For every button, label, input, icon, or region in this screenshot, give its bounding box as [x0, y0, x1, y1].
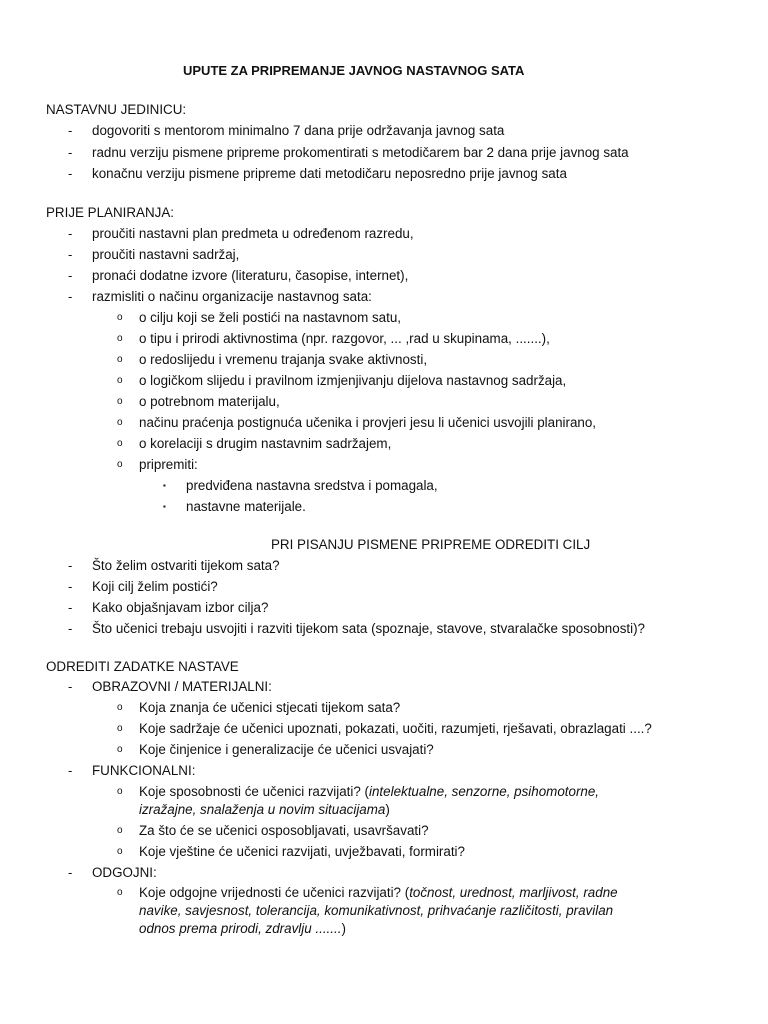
sub-list-item: o cilju koji se želi postići na nastavnom satu,	[139, 310, 401, 325]
sub-list-item: o tipu i prirodi aktivnostima (npr. razgovor, ... ,rad u skupinama, .......),	[139, 331, 550, 346]
list-item: Što učenici trebaju usvojiti i razviti tijekom sata (spoznaje, stavove, stvaralačke sposobnosti)?	[92, 621, 645, 636]
square-bullet: ▪	[163, 481, 166, 490]
list-item: Što želim ostvariti tijekom sata?	[92, 558, 280, 573]
circle-bullet: o	[117, 825, 123, 836]
item-text: Koje odgojne vrijednosti će učenici razvijati? (	[139, 885, 410, 900]
subsection-label-obrazovni: OBRAZOVNI / MATERIJALNI:	[92, 679, 272, 694]
sub-list-item: o potrebnom materijalu,	[139, 394, 280, 409]
item-italic-text: odnos prema prirodi, zdravlju .......	[139, 921, 342, 936]
list-item: dogovoriti s mentorom minimalno 7 dana prije održavanja javnog sata	[92, 123, 505, 138]
list-item: proučiti nastavni sadržaj,	[92, 247, 240, 262]
sub-list-item	[139, 784, 599, 800]
list-item: pronaći dodatne izvore (literaturu, časopise, internet),	[92, 268, 409, 283]
section-heading-nastavna-jedinica: NASTAVNU JEDINICU:	[46, 102, 187, 117]
sub-list-item: Koje vještine će učenici razvijati, uvježbavati, formirati?	[139, 844, 465, 859]
sub-list-item: o logičkom slijedu i pravilnom izmjenjivanju dijelova nastavnog sadržaja,	[139, 373, 567, 388]
sub-list-item: o redoslijedu i vremenu trajanja svake aktivnosti,	[139, 352, 428, 367]
sub-list-item: Za što će se učenici osposobljavati, usavršavati?	[139, 823, 429, 838]
dash-bullet: -	[68, 579, 73, 594]
circle-bullet: o	[117, 417, 123, 428]
dash-bullet: -	[68, 621, 73, 636]
list-item: proučiti nastavni plan predmeta u određenom razredu,	[92, 226, 414, 241]
dash-bullet: -	[68, 226, 73, 241]
dash-bullet: -	[68, 145, 73, 160]
circle-bullet: o	[117, 375, 123, 386]
list-item: konačnu verziju pismene pripreme dati metodičaru neposredno prije javnog sata	[92, 166, 567, 181]
dash-bullet: -	[68, 865, 73, 880]
sub-list-item: pripremiti:	[139, 457, 198, 472]
dash-bullet: -	[68, 268, 73, 283]
sub-list-item: Koje sadržaje će učenici upoznati, pokazati, uočiti, razumjeti, rješavati, obrazlagati ....?	[139, 721, 652, 736]
circle-bullet: o	[117, 438, 123, 449]
list-item: razmisliti o načinu organizacije nastavnog sata:	[92, 289, 372, 304]
section-heading-cilj: PRI PISANJU PISMENE PRIPREME ODREDITI CILJ	[271, 537, 591, 552]
sub-list-item-continuation	[139, 903, 613, 919]
list-item: Kako objašnjavam izbor cilja?	[92, 600, 269, 615]
sub-sub-list-item: nastavne materijale.	[186, 499, 306, 514]
item-text: Koje sposobnosti će učenici razvijati? (	[139, 784, 369, 799]
circle-bullet: o	[117, 887, 123, 898]
item-italic-text: navike, savjesnost, tolerancija, komunikativnost, prihvaćanje različitosti, pravilan	[139, 903, 614, 918]
circle-bullet: o	[117, 459, 123, 470]
circle-bullet: o	[117, 702, 123, 713]
section-heading-zadaci: ODREDITI ZADATKE NASTAVE	[46, 659, 239, 674]
section-heading-prije-planiranja: PRIJE PLANIRANJA:	[46, 205, 174, 220]
circle-bullet: o	[117, 786, 123, 797]
dash-bullet: -	[68, 289, 73, 304]
item-italic-text: intelektualne, senzorne, psihomotorne,	[369, 784, 600, 799]
item-italic-text: izražajne, snalaženja u novim situacijama	[139, 802, 386, 817]
subsection-label-funkcionalni: FUNKCIONALNI:	[92, 763, 196, 778]
sub-list-item	[139, 885, 618, 901]
dash-bullet: -	[68, 166, 73, 181]
sub-list-item: načinu praćenja postignuća učenika i provjeri jesu li učenici usvojili planirano,	[139, 415, 597, 430]
dash-bullet: -	[68, 558, 73, 573]
circle-bullet: o	[117, 723, 123, 734]
dash-bullet: -	[68, 600, 73, 615]
dash-bullet: -	[68, 763, 73, 778]
sub-sub-list-item: predviđena nastavna sredstva i pomagala,	[186, 478, 438, 493]
list-item: Koji cilj želim postići?	[92, 579, 218, 594]
sub-list-item: Koja znanja će učenici stjecati tijekom sata?	[139, 700, 401, 715]
item-italic-text: točnost, urednost, marljivost, radne	[409, 885, 618, 900]
dash-bullet: -	[68, 247, 73, 262]
circle-bullet: o	[117, 744, 123, 755]
dash-bullet: -	[68, 123, 73, 138]
item-text: )	[385, 802, 390, 817]
circle-bullet: o	[117, 333, 123, 344]
subsection-label-odgojni: ODGOJNI:	[92, 865, 157, 880]
sub-list-item: o korelaciji s drugim nastavnim sadržajem,	[139, 436, 392, 451]
circle-bullet: o	[117, 846, 123, 857]
square-bullet: ▪	[163, 502, 166, 511]
item-text: )	[341, 921, 346, 936]
circle-bullet: o	[117, 312, 123, 323]
sub-list-item-continuation	[139, 802, 390, 818]
circle-bullet: o	[117, 396, 123, 407]
list-item: radnu verziju pismene pripreme prokomentirati s metodičarem bar 2 dana prije javnog sata	[92, 145, 629, 160]
sub-list-item-continuation	[139, 921, 346, 937]
dash-bullet: -	[68, 679, 73, 694]
sub-list-item: Koje činjenice i generalizacije će učenici usvajati?	[139, 742, 434, 757]
document-title: UPUTE ZA PRIPREMANJE JAVNOG NASTAVNOG SATA	[183, 63, 525, 78]
circle-bullet: o	[117, 354, 123, 365]
